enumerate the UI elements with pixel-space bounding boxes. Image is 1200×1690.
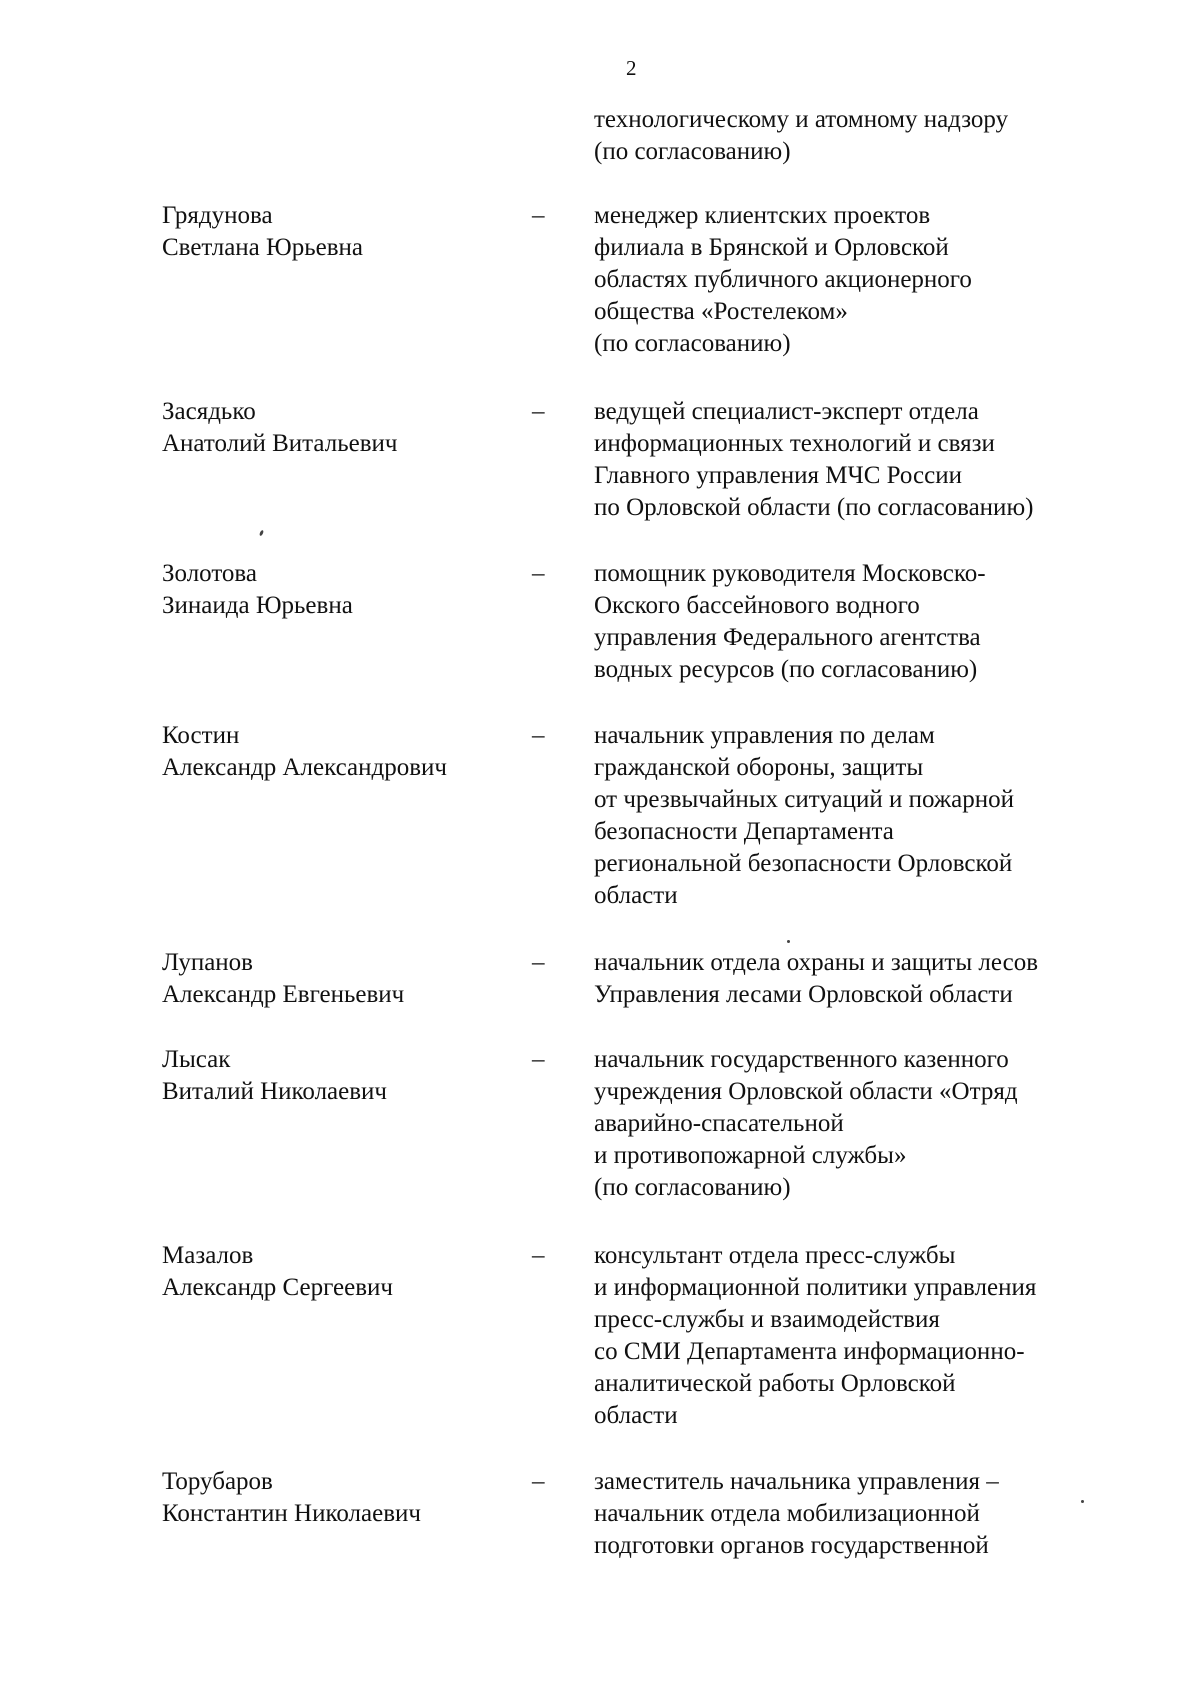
position-line: Управления лесами Орловской области bbox=[594, 981, 1013, 1008]
position-text bbox=[594, 396, 1033, 524]
position-line: области bbox=[594, 1402, 678, 1429]
scan-speck bbox=[787, 940, 790, 943]
position-line: заместитель начальника управления – bbox=[594, 1468, 999, 1495]
member-surname: Костин bbox=[162, 722, 240, 749]
position-line: областях публичного акционерного bbox=[594, 266, 972, 293]
member-given-names: Александр Александрович bbox=[162, 754, 447, 781]
member-given-names: Александр Евгеньевич bbox=[162, 981, 405, 1008]
member-name bbox=[162, 720, 447, 784]
member-name bbox=[162, 1466, 421, 1530]
position-line: безопасности Департамента bbox=[594, 818, 894, 845]
scan-speck bbox=[1081, 1500, 1084, 1503]
dash-separator: – bbox=[532, 1046, 545, 1073]
member-surname: Мазалов bbox=[162, 1242, 254, 1269]
position-text bbox=[594, 947, 1038, 1011]
position-line: начальник отдела мобилизационной bbox=[594, 1500, 980, 1527]
position-line: со СМИ Департамента информационно- bbox=[594, 1338, 1025, 1365]
member-name bbox=[162, 947, 404, 1011]
position-line: по Орловской области (по согласованию) bbox=[594, 494, 1034, 521]
position-line: пресс-службы и взаимодействия bbox=[594, 1306, 940, 1333]
position-text bbox=[594, 104, 1008, 168]
scan-speck bbox=[259, 530, 264, 537]
member-name bbox=[162, 558, 353, 622]
member-name bbox=[162, 200, 363, 264]
position-text bbox=[594, 720, 1014, 912]
position-line: начальник государственного казенного bbox=[594, 1046, 1009, 1073]
position-line: филиала в Брянской и Орловской bbox=[594, 234, 949, 261]
position-line: помощник руководителя Московско- bbox=[594, 560, 986, 587]
position-line: управления Федерального агентства bbox=[594, 624, 981, 651]
position-line: начальник управления по делам bbox=[594, 722, 935, 749]
page-number: 2 bbox=[626, 56, 637, 80]
dash-separator: – bbox=[532, 1242, 545, 1269]
position-line: (по согласованию) bbox=[594, 1174, 791, 1201]
position-text bbox=[594, 558, 986, 686]
member-surname: Засядько bbox=[162, 398, 256, 425]
dash-separator: – bbox=[532, 1468, 545, 1495]
position-line: учреждения Орловской области «Отряд bbox=[594, 1078, 1018, 1105]
position-line: и информационной политики управления bbox=[594, 1274, 1037, 1301]
position-line: менеджер клиентских проектов bbox=[594, 202, 931, 229]
position-line: водных ресурсов (по согласованию) bbox=[594, 656, 978, 683]
member-name bbox=[162, 396, 397, 460]
member-given-names: Анатолий Витальевич bbox=[162, 430, 398, 457]
member-given-names: Зинаида Юрьевна bbox=[162, 592, 353, 619]
position-text bbox=[594, 1044, 1018, 1204]
member-surname: Торубаров bbox=[162, 1468, 273, 1495]
dash-separator: – bbox=[532, 949, 545, 976]
position-line: от чрезвычайных ситуаций и пожарной bbox=[594, 786, 1015, 813]
position-line: региональной безопасности Орловской bbox=[594, 850, 1013, 877]
position-line: области bbox=[594, 882, 678, 909]
member-surname: Лупанов bbox=[162, 949, 253, 976]
position-line: и противопожарной службы» bbox=[594, 1142, 907, 1169]
dash-separator: – bbox=[532, 560, 545, 587]
member-given-names: Виталий Николаевич bbox=[162, 1078, 387, 1105]
position-line: гражданской обороны, защиты bbox=[594, 754, 924, 781]
position-line: аналитической работы Орловской bbox=[594, 1370, 956, 1397]
dash-separator: – bbox=[532, 202, 545, 229]
position-line: (по согласованию) bbox=[594, 138, 791, 165]
member-name bbox=[162, 1240, 393, 1304]
member-surname: Грядунова bbox=[162, 202, 273, 229]
member-surname: Золотова bbox=[162, 560, 258, 587]
position-line: ведущей специалист-эксперт отдела bbox=[594, 398, 979, 425]
position-line: Окского бассейнового водного bbox=[594, 592, 920, 619]
member-given-names: Александр Сергеевич bbox=[162, 1274, 393, 1301]
member-given-names: Константин Николаевич bbox=[162, 1500, 421, 1527]
member-given-names: Светлана Юрьевна bbox=[162, 234, 364, 261]
position-line: подготовки органов государственной bbox=[594, 1532, 989, 1559]
position-line: начальник отдела охраны и защиты лесов bbox=[594, 949, 1038, 976]
member-name bbox=[162, 1044, 387, 1108]
position-line: аварийно-спасательной bbox=[594, 1110, 844, 1137]
position-line: информационных технологий и связи bbox=[594, 430, 995, 457]
position-line: консультант отдела пресс-службы bbox=[594, 1242, 956, 1269]
position-line: (по согласованию) bbox=[594, 330, 791, 357]
position-text bbox=[594, 1466, 999, 1562]
position-text bbox=[594, 1240, 1036, 1432]
position-line: общества «Ростелеком» bbox=[594, 298, 848, 325]
position-text bbox=[594, 200, 972, 360]
dash-separator: – bbox=[532, 722, 545, 749]
dash-separator: – bbox=[532, 398, 545, 425]
member-surname: Лысак bbox=[162, 1046, 231, 1073]
position-line: Главного управления МЧС России bbox=[594, 462, 962, 489]
position-line: технологическому и атомному надзору bbox=[594, 106, 1009, 133]
